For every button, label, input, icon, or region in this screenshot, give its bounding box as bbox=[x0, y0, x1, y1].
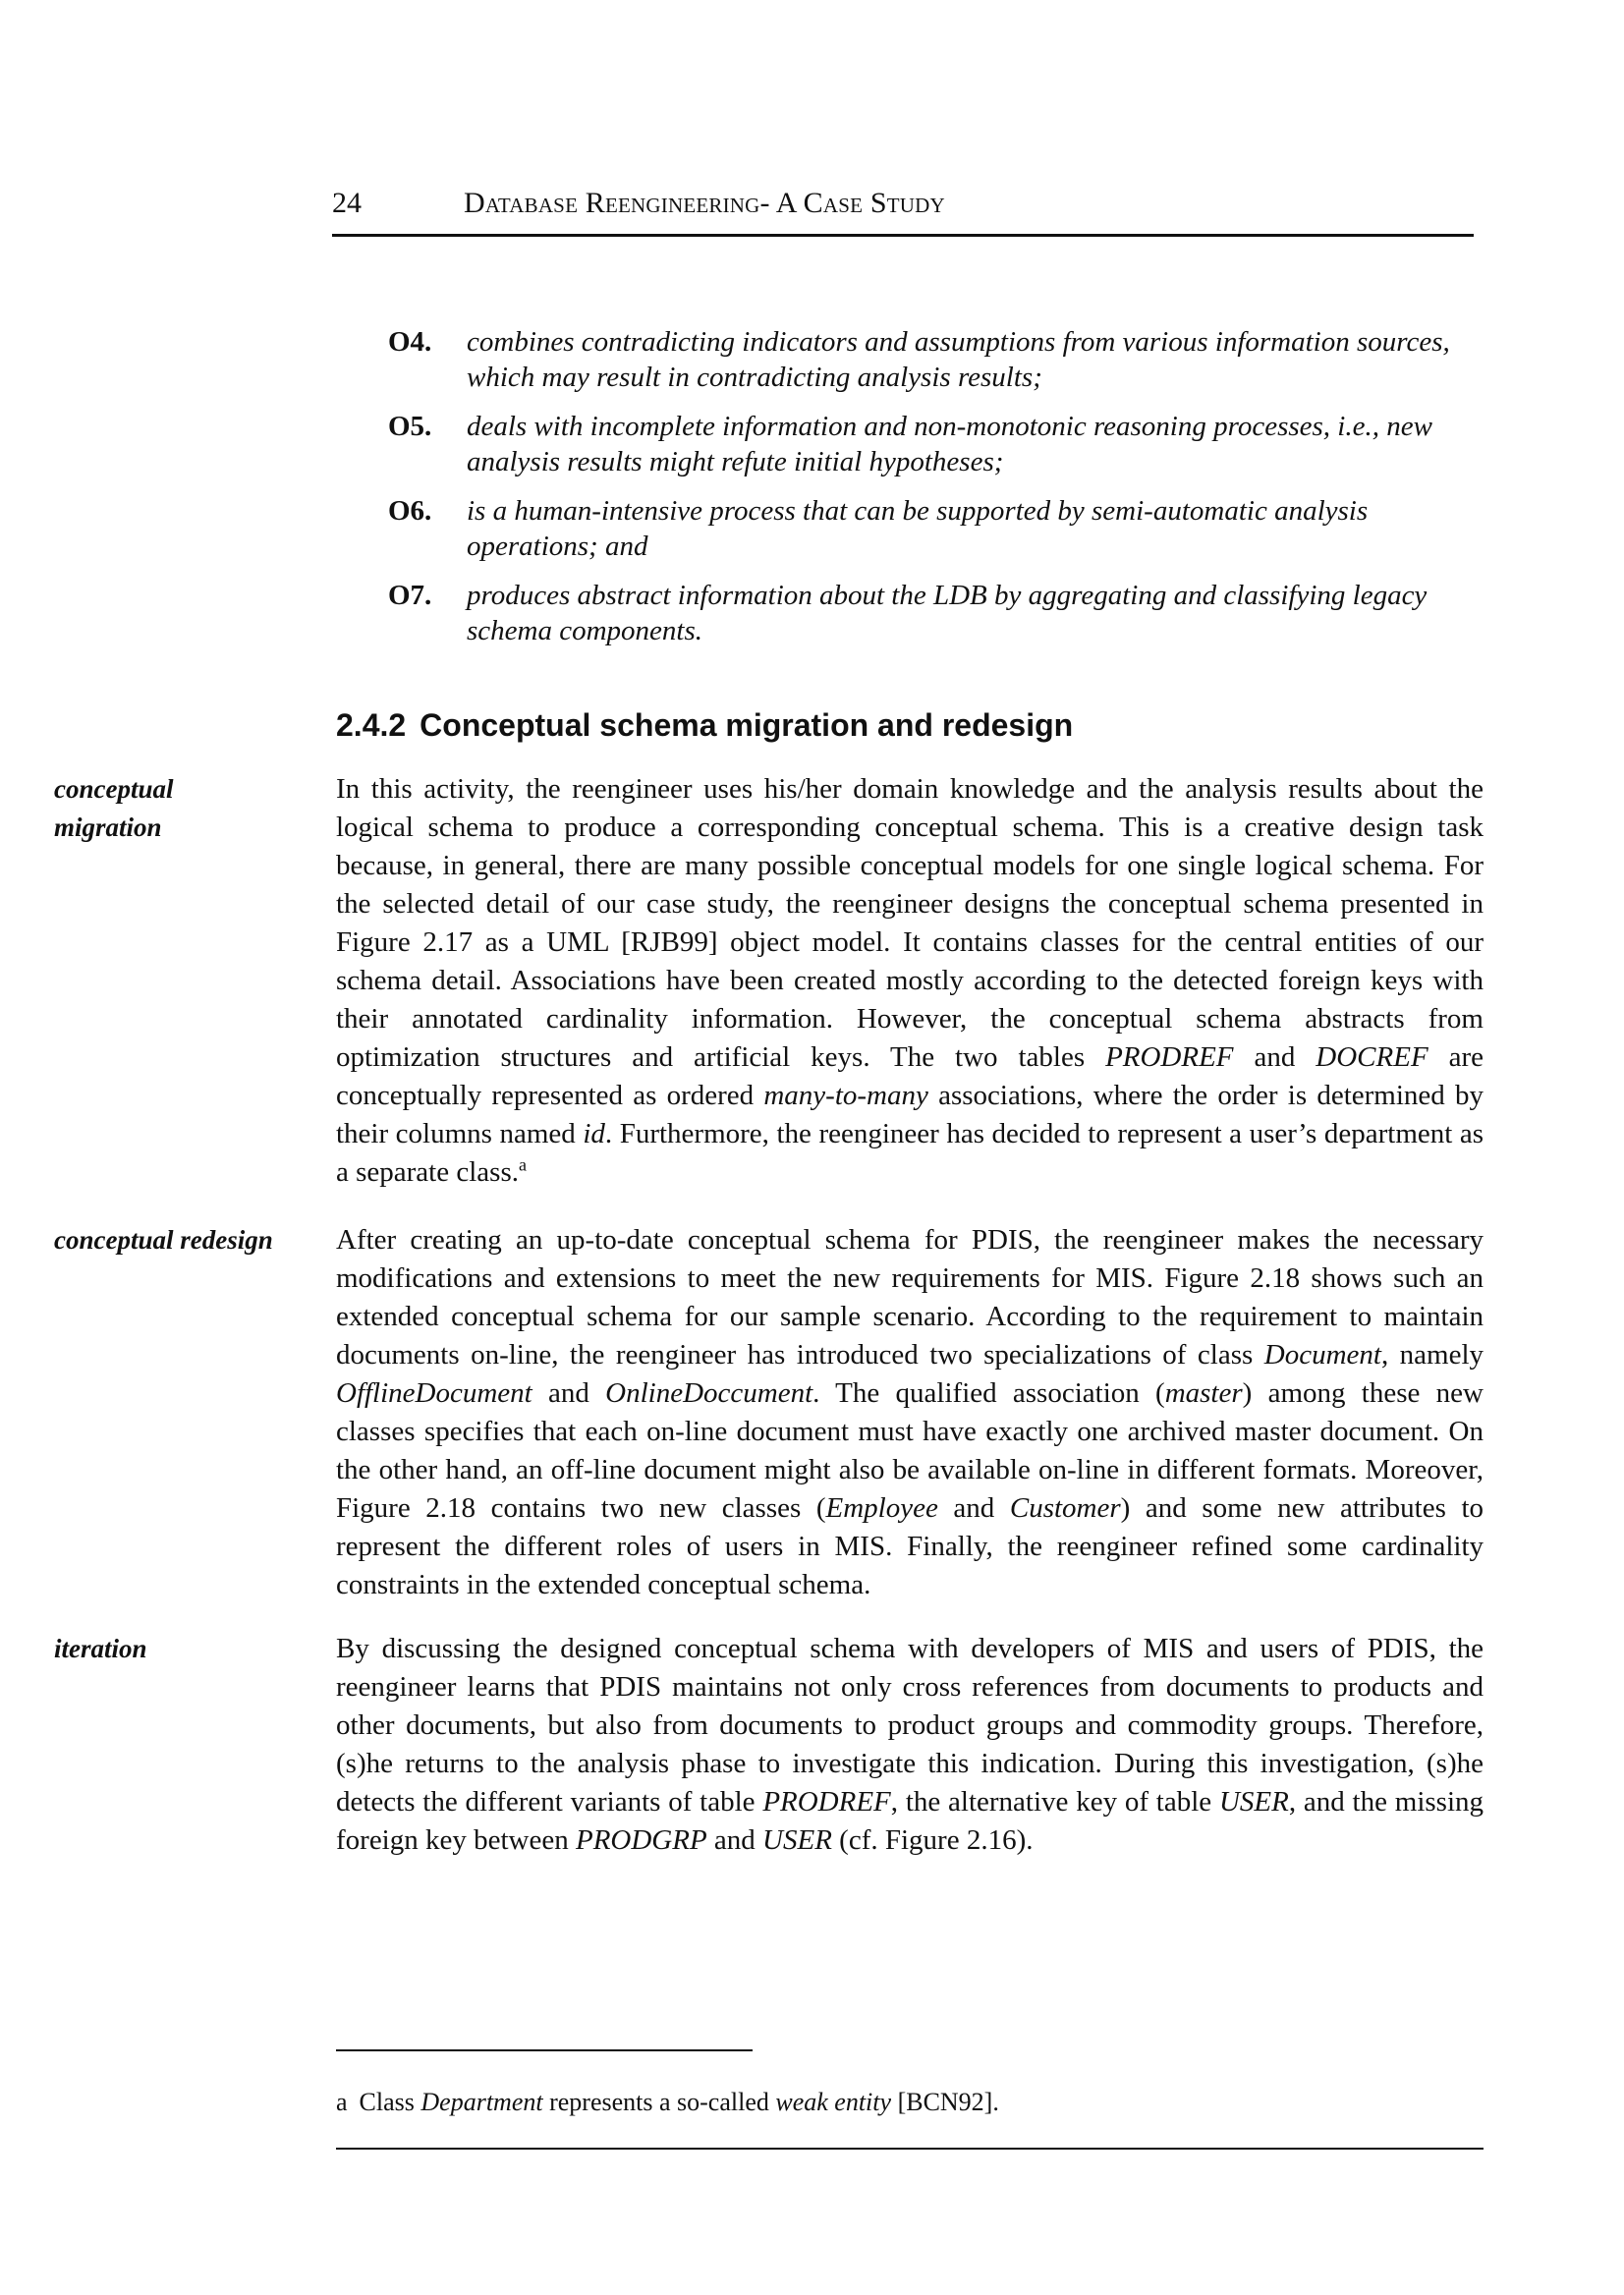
objective-label: O4. bbox=[388, 326, 432, 358]
page-header bbox=[332, 187, 1474, 237]
emphasis: PRODREF bbox=[1105, 1041, 1234, 1073]
text: , namely bbox=[1380, 1339, 1484, 1371]
margin-note-conceptual-migration: conceptual migration bbox=[54, 774, 174, 842]
footnote bbox=[336, 2088, 999, 2117]
footnote-mark: a bbox=[336, 2088, 348, 2116]
text: and bbox=[532, 1377, 606, 1409]
objective-text: deals with incomplete information and non-monotonic reasoning processes, i.e., new analysis results might refute initial hypotheses; bbox=[467, 411, 1432, 477]
emphasis: Department bbox=[420, 2088, 543, 2116]
objective-text: is a human-intensive process that can be supported by semi-automatic analysis operations; and bbox=[467, 495, 1369, 562]
emphasis: master bbox=[1164, 1377, 1243, 1409]
paragraph-conceptual-migration bbox=[336, 770, 1484, 1192]
section-title: Conceptual schema migration and redesign bbox=[420, 707, 1074, 743]
page-number: 24 bbox=[332, 187, 362, 219]
section-heading bbox=[336, 707, 1073, 744]
text: Class bbox=[359, 2088, 421, 2116]
page-bottom-rule bbox=[336, 2148, 1484, 2150]
text: After creating an up-to-date conceptual schema for PDIS, the reengineer makes the necessary modifications and extensions to meet the new requirements for MIS. Figure 2.18 shows such an extended conceptual schema for our sample scenario. According to the requirement to maintain documents on-line, the reengineer has introduced two specializations of class bbox=[336, 1224, 1484, 1371]
objective-label: O5. bbox=[388, 411, 432, 442]
objective-text: produces abstract information about the LDB by aggregating and classifying legacy schema components. bbox=[467, 580, 1428, 646]
text: . The qualified association ( bbox=[812, 1377, 1165, 1409]
text: and bbox=[706, 1824, 763, 1856]
text: are conceptually represented as ordered bbox=[336, 1041, 1484, 1111]
emphasis: Customer bbox=[1009, 1492, 1121, 1524]
text: [BCN92]. bbox=[891, 2088, 999, 2116]
text: , and the missing foreign key between bbox=[336, 1786, 1484, 1856]
section-number: 2.4.2 bbox=[336, 707, 407, 743]
margin-note-iteration: iteration bbox=[54, 1634, 147, 1663]
text: , the alternative key of table bbox=[890, 1786, 1219, 1818]
emphasis: OnlineDoccument bbox=[605, 1377, 813, 1409]
paragraph-iteration bbox=[336, 1630, 1484, 1860]
emphasis: USER bbox=[762, 1824, 832, 1856]
list-item bbox=[388, 578, 1488, 648]
text: associations, where the order is determined by their columns named bbox=[336, 1080, 1484, 1149]
footnote-divider bbox=[336, 2049, 753, 2051]
emphasis: OfflineDocument bbox=[336, 1377, 532, 1409]
objective-text: combines contradicting indicators and assumptions from various information sources, which may result in contradicting analysis results; bbox=[467, 326, 1450, 393]
emphasis: Employee bbox=[825, 1492, 938, 1524]
text: and bbox=[937, 1492, 1010, 1524]
text: In this activity, the reengineer uses his/her domain knowledge and the analysis results about the logical schema to produce a corresponding conceptual schema. This is a creative design task because, in general, there are many possible conceptual models for one single logical schema. For the selected detail of our case study, the reengineer designs the conceptual schema presented in Figure 2.17 as a UML [RJB99] object model. It contains classes for the central entities of our schema detail. Associations have been created mostly according to the detected foreign keys with their annotated cardinality information. However, the conceptual schema abstracts from optimization structures and artificial keys. The two tables bbox=[336, 773, 1484, 1073]
text: represents a so-called bbox=[542, 2088, 776, 2116]
emphasis: PRODREF bbox=[762, 1786, 891, 1818]
emphasis: USER bbox=[1218, 1786, 1289, 1818]
emphasis: PRODGRP bbox=[575, 1824, 707, 1856]
footnote-ref[interactable]: a bbox=[518, 1154, 527, 1175]
text: By discussing the designed conceptual schema with developers of MIS and users of PDIS, the reengineer learns that PDIS maintains not only cross references from documents to products and other documents, but also from documents to product groups and commodity groups. Therefore, (s)he returns to the analysis phase to investigate this indication. During this investigation, (s)he detects the different variants of table bbox=[336, 1633, 1484, 1818]
list-item bbox=[388, 493, 1488, 564]
objectives-list bbox=[388, 324, 1488, 662]
emphasis: id bbox=[583, 1118, 605, 1149]
text: and bbox=[1233, 1041, 1316, 1073]
running-title: Database Reengineering- A Case Study bbox=[464, 187, 945, 219]
emphasis: weak entity bbox=[775, 2088, 892, 2116]
text: ) among these new classes specifies that each on-line document must have exactly one archived master document. On the other hand, an off-line document might also be available on-line in different formats. Moreover, Figure 2.18 contains two new classes ( bbox=[336, 1377, 1484, 1524]
list-item bbox=[388, 324, 1488, 395]
objective-label: O6. bbox=[388, 495, 432, 527]
text: (cf. Figure 2.16). bbox=[831, 1824, 1034, 1856]
emphasis: Document bbox=[1263, 1339, 1381, 1371]
text: . Furthermore, the reengineer has decided to represent a user’s department as a separate class. bbox=[336, 1118, 1484, 1188]
objective-label: O7. bbox=[388, 580, 432, 611]
emphasis: many-to-many bbox=[763, 1080, 928, 1111]
list-item bbox=[388, 409, 1488, 479]
margin-note-conceptual-redesign: conceptual redesign bbox=[54, 1225, 273, 1255]
emphasis: DOCREF bbox=[1316, 1041, 1428, 1073]
text: ) and some new attributes to represent the different roles of users in MIS. Finally, the reengineer refined some cardinality constraints in the extended conceptual schema. bbox=[336, 1492, 1484, 1600]
paragraph-conceptual-redesign bbox=[336, 1221, 1484, 1604]
